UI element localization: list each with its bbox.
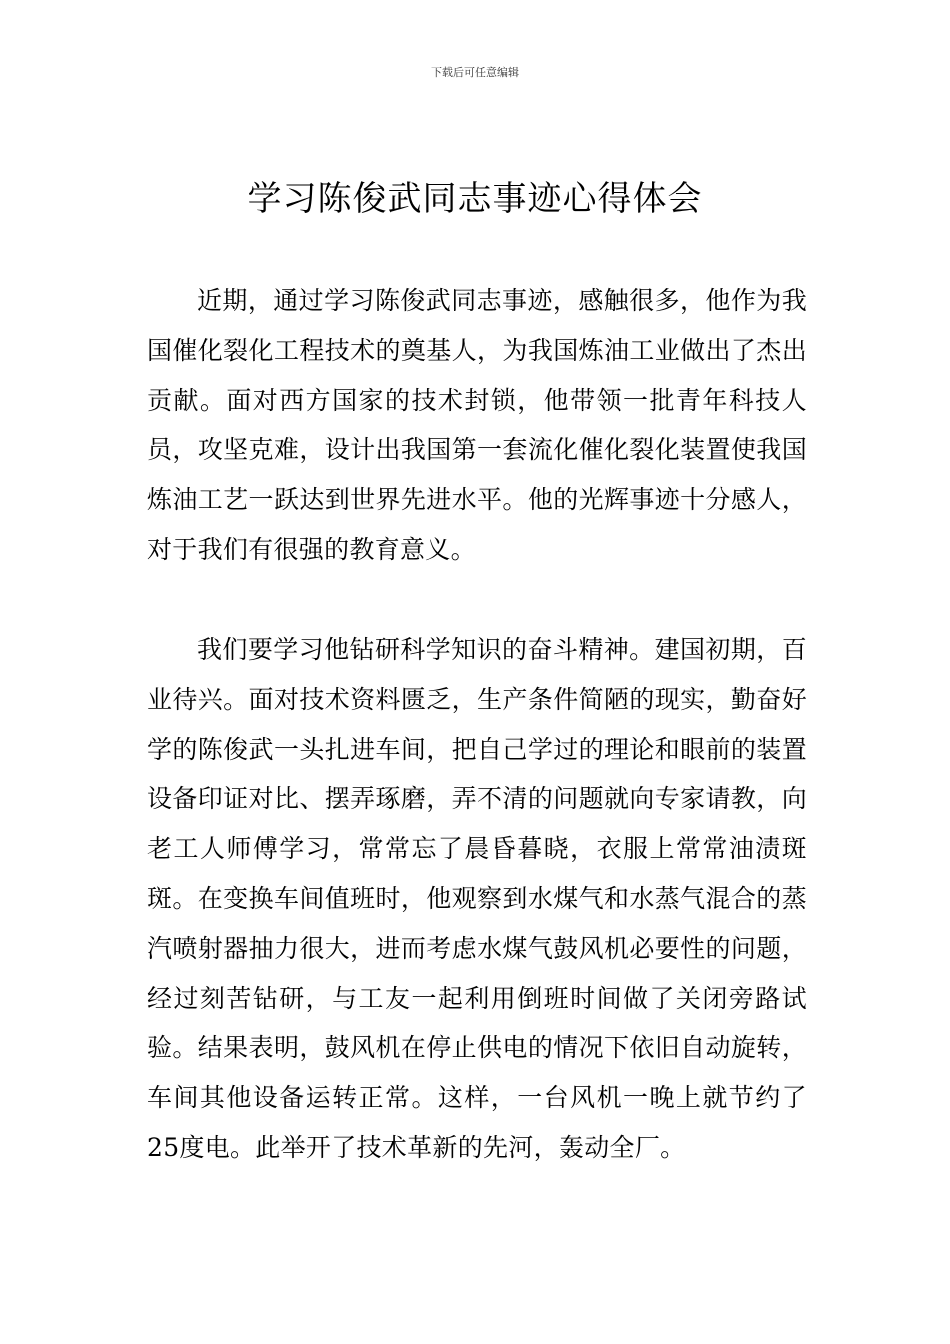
- header-note: 下载后可任意编辑: [431, 66, 519, 79]
- body-paragraph-2: 我们要学习他钻研科学知识的奋斗精神。建国初期，百业待兴。面对技术资料匮乏，生产条件简陋的现实，勤奋好学的陈俊武一头扎进车间，把自己学过的理论和眼前的装置设备印证对比、摆弄琢磨，弄不清的问题就向专家请教，向老工人师傅学习，常常忘了晨昏暮晓，衣服上常常油渍斑斑。在变换车间值班时，他观察到水煤气和水蒸气混合的蒸汽喷射器抽力很大，进而考虑水煤气鼓风机必要性的问题，经过刻苦钻研，与工友一起利用倒班时间做了关闭旁路试验。结果表明，鼓风机在停止供电的情况下依旧自动旋转，车间其他设备运转正常。这样，一台风机一晚上就节约了25度电。此举开了技术革新的先河，轰动全厂。: [147, 635, 807, 1162]
- document-title: 学习陈俊武同志事迹心得体会: [247, 179, 703, 219]
- body-paragraph-1: 近期，通过学习陈俊武同志事迹，感触很多，他作为我国催化裂化工程技术的奠基人，为我国炼油工业做出了杰出贡献。面对西方国家的技术封锁，他带领一批青年科技人员，攻坚克难，设计出我国第一套流化催化裂化装置使我国炼油工艺一跃达到世界先进水平。他的光辉事迹十分感人，对于我们有很强的教育意义。: [147, 286, 807, 564]
